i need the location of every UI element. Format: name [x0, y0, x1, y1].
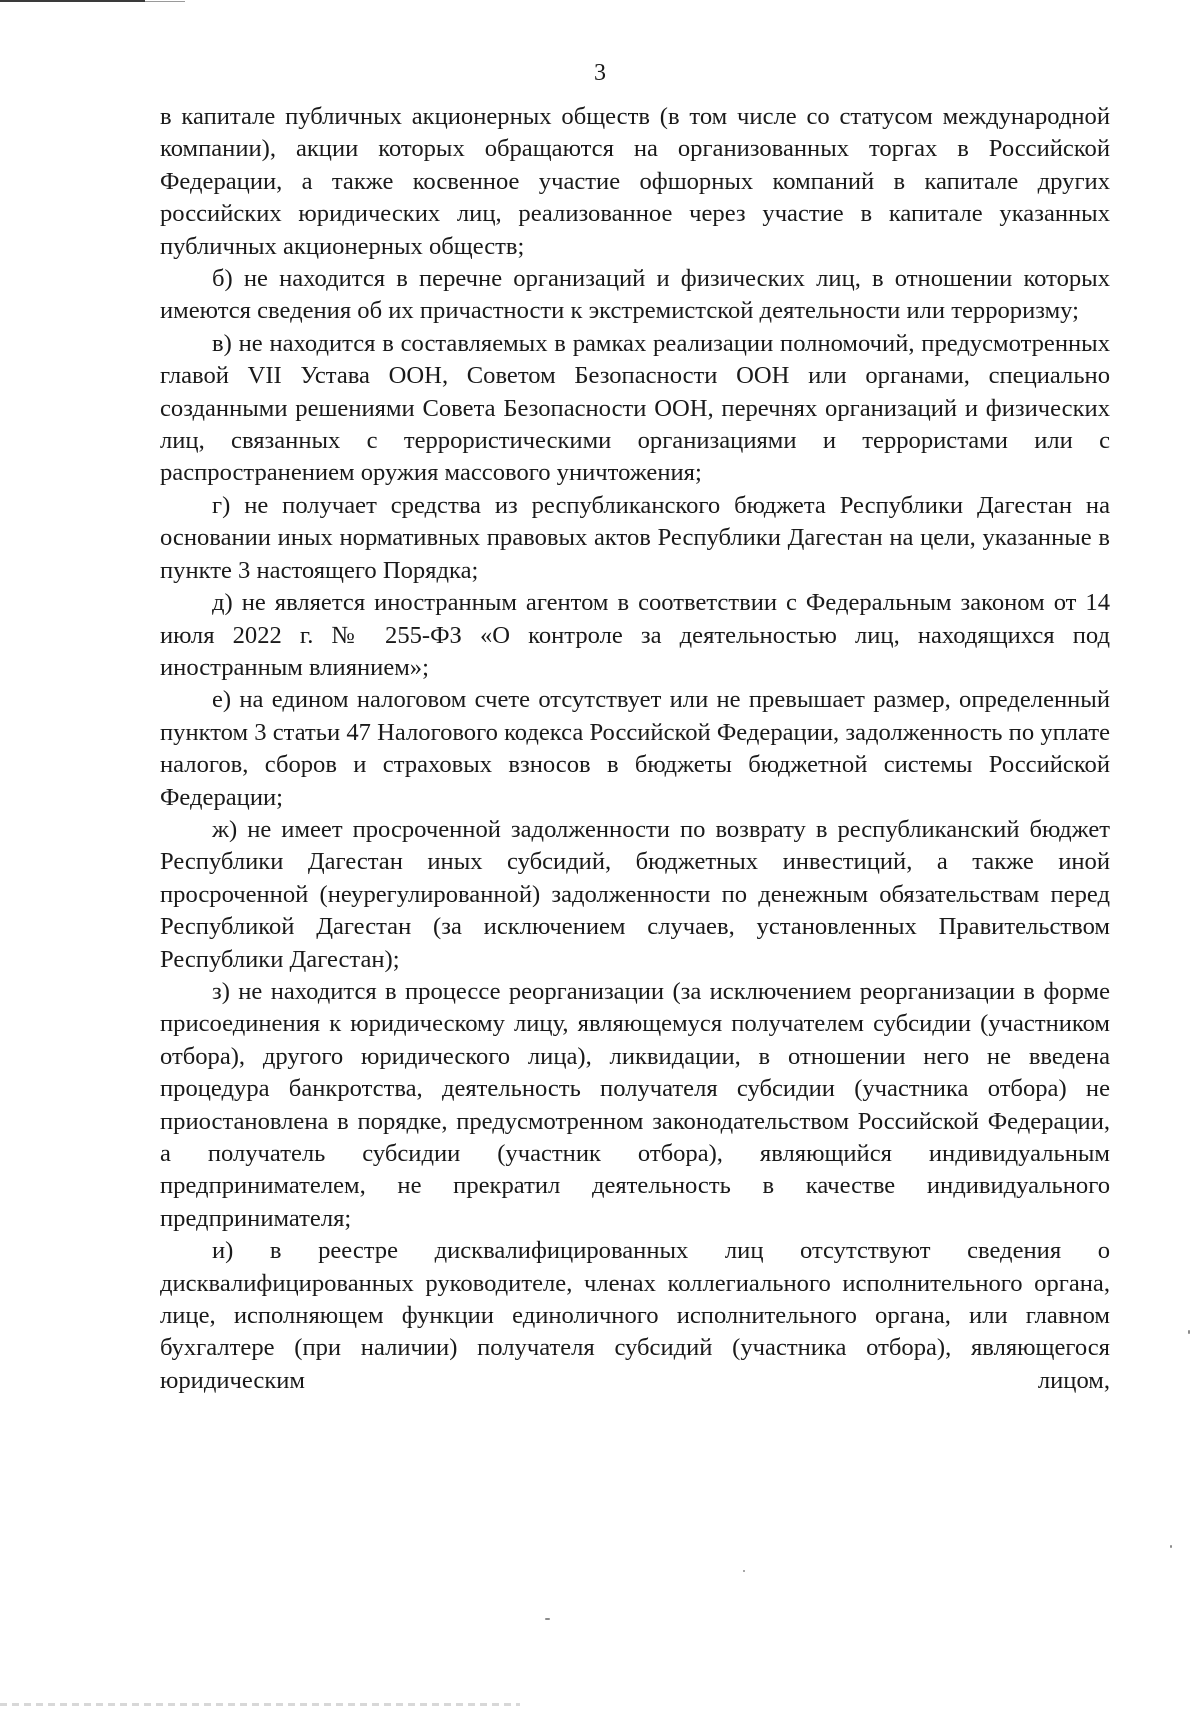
list-item-g: г) не получает средства из республиканского бюджета Республики Дагестан на основании иных нормативных правовых актов Республики Дагестан на цели, указанные в пункте 3 настоящего Порядка;: [160, 491, 1110, 584]
scan-edge-rule-thin: [145, 1, 185, 2]
list-item-v: в) не находится в составляемых в рамках реализации полномочий, предусмотренных главой VII Устава ООН, Советом Безопасности ООН или органами, специально созданными решениями Совета Безопасности ООН, перечнях организаций и физических лиц, связанных с террористическими организациями и террористами или с распространением оружия массового уничтожения;: [160, 329, 1110, 487]
scan-bottom-edge: [0, 1703, 520, 1706]
scan-edge-rule: [0, 0, 145, 2]
list-item-i: и) в реестре дисквалифицированных лиц отсутствуют сведения о дисквалифицированных руководителе, членах коллегиального исполнительного органа, лице, исполняющем функции единоличного исполнительного органа, или главном бухгалтере (при наличии) получателя субсидий (участника отбора), являющегося юридическим лицом,: [160, 1237, 1110, 1394]
document-body: [160, 101, 1110, 1397]
list-item-zh: ж) не имеет просроченной задолженности по возврату в республиканский бюджет Республики Дагестан иных субсидий, бюджетных инвестиций, а также иной просроченной (неурегулированной) задолженности по денежным обязательствам перед Республикой Дагестан (за исключением случаев, установленных Правительством Республики Дагестан);: [160, 815, 1110, 973]
list-item-e: е) на едином налоговом счете отсутствует или не превышает размер, определенный пунктом 3 статьи 47 Налогового кодекса Российской Федерации, задолженность по уплате налогов, сборов и страховых взносов в бюджеты бюджетной системы Российской Федерации;: [160, 686, 1110, 811]
scan-speck: [545, 1618, 550, 1620]
list-item-z: з) не находится в процессе реорганизации (за исключением реорганизации в форме присоединения к юридическому лицу, являющемуся получателем субсидии (участником отбора), другого юридического лица), ликвидации, в отношении него не введена процедура банкротства, деятельность получателя субсидии (участника отбора) не приостановлена в порядке, предусмотренном законодательством Российской Федерации, а получатель субсидии (участник отбора), являющийся индивидуальным предпринимателем, не прекратил деятельность в качестве индивидуального предпринимателя;: [160, 977, 1110, 1232]
paragraph-continuation: в капитале публичных акционерных обществ (в том числе со статусом международной компании), акции которых обращаются на организованных торгах в Российской Федерации, а также косвенное участие офшорных компаний в капитале других российских юридических лиц, реализованное через участие в капитале указанных публичных акционерных обществ;: [160, 103, 1110, 260]
scan-speck: [743, 1570, 745, 1572]
page-number: 3: [594, 60, 606, 86]
scan-speck: [1170, 1545, 1172, 1548]
list-item-b: б) не находится в перечне организаций и физических лиц, в отношении которых имеются сведения об их причастности к экстремистской деятельности или терроризму;: [160, 265, 1110, 325]
list-item-d: д) не является иностранным агентом в соответствии с Федеральным законом от 14 июля 2022 г. № 255-ФЗ «О контроле за деятельностью лиц, находящихся под иностранным влиянием»;: [160, 589, 1110, 681]
scan-speck: [1188, 1330, 1190, 1334]
